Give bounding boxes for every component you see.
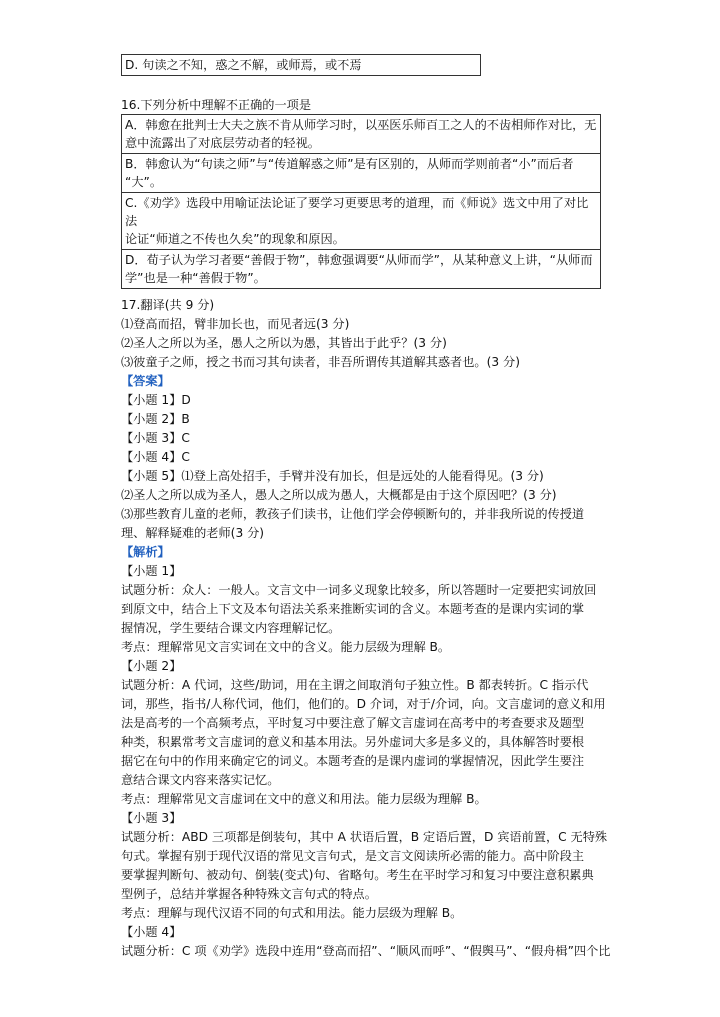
q17-item-3: ⑶彼童子之师，授之书而习其句读者，非吾所谓传其道解其惑者也。(3 分)	[121, 355, 520, 369]
option-a-line-1: A．韩愈在批判士大夫之族不肯从师学习时，以巫医乐师百工之人的不齿相师作对比，无	[125, 118, 597, 132]
analysis-line: 要掌握判断句、被动句、倒装(变式)句、省略句。考生在平时学习和复习中要注意积累典	[121, 868, 594, 882]
analysis-line: 种类，积累常考文言虚词的意义和基本用法。另外虚词大多是多义的，具体解答时要根	[121, 735, 585, 749]
analysis-line: 【小题 1】	[121, 564, 182, 578]
analysis-heading: 【解析】	[121, 545, 170, 559]
answer-line: 【小题 3】C	[121, 431, 190, 445]
answer-line: ⑵圣人之所以成为圣人，愚人之所以成为愚人，大概都是由于这个原因吧？(3 分)	[121, 488, 557, 502]
analysis-line: 试题分析：ABD 三项都是倒装句，其中 A 状语后置，B 定语后置，D 宾语前置，C 无特殊	[121, 830, 608, 844]
analysis-line: 试题分析：C 项《劝学》选段中连用“登高而招”、“顺风而呼”、“假舆马”、“假舟楫”四个比	[121, 944, 611, 958]
analysis-line: 【小题 4】	[121, 925, 182, 939]
answer-line: 【小题 1】D	[121, 393, 191, 407]
analysis-line: 到原文中，结合上下文及本句语法关系来推断实词的含义。本题考查的是课内实词的掌	[121, 602, 585, 616]
option-row	[122, 115, 601, 154]
option-row	[122, 193, 601, 250]
analysis-line: 据它在句中的作用来确定它的词义。本题考查的是课内虚词的掌握情况，因此学生要注	[121, 754, 585, 768]
analysis-line: 【小题 2】	[121, 659, 182, 673]
analysis-line: 考点：理解与现代汉语不同的句式和用法。能力层级为理解 B。	[121, 906, 463, 920]
option-b-line-1: B．韩愈认为“句读之师”与“传道解惑之师”是有区别的，从师而学则前者“小”而后者	[125, 157, 574, 171]
option-d-line-2: 学”也是一种“善假于物”。	[125, 271, 266, 285]
q17-title: 17.翻译(共 9 分)	[121, 298, 215, 312]
option-d-text: D. 句读之不知，惑之不解，或师焉，或不焉	[125, 58, 362, 72]
analysis-line: 握情况，学生要结合课文内容理解记忆。	[121, 621, 341, 635]
analysis-line: 词，那些，指书/人称代词，他们，他们的。D 介词，对于/介词，向。文言虚词的意义和用	[121, 697, 606, 711]
analysis-line: 试题分析：众人：一般人。文言文中一词多义现象比较多，所以答题时一定要把实词放回	[121, 583, 597, 597]
analysis-line: 【小题 3】	[121, 811, 182, 825]
option-c-line-1: C.《劝学》选段中用喻证法论证了要学习更要思考的道理，而《师说》选文中用了对比法	[125, 196, 589, 228]
option-b-line-2: “大”。	[125, 175, 163, 189]
question-16-title: 16.下列分析中理解不正确的一项是	[121, 98, 312, 112]
answer-line: ⑶那些教育儿童的老师，教孩子们读书，让他们学会停顿断句的，并非我所说的传授道	[121, 507, 585, 521]
analysis-line: 试题分析：A 代词，这些/助词，用在主谓之间取消句子独立性。B 都表转折。C 指示代	[121, 678, 589, 692]
option-a-line-2: 意中流露出了对底层劳动者的轻视。	[125, 136, 320, 150]
analysis-line: 型例子，总结并掌握各种特殊文言句式的特点。	[121, 887, 377, 901]
analysis-line: 法是高考的一个高频考点，平时复习中要注意了解文言虚词在高考中的考查要求及题型	[121, 716, 585, 730]
analysis-line: 考点：理解常见文言虚词在文中的意义和用法。能力层级为理解 B。	[121, 792, 487, 806]
answer-line: 【小题 2】B	[121, 412, 190, 426]
option-d-line-1: D．荀子认为学习者要“善假于物”，韩愈强调要“从师而学”，从某种意义上讲，“从师而	[125, 253, 593, 267]
analysis-line: 意结合课文内容来落实记忆。	[121, 773, 280, 787]
answer-heading: 【答案】	[121, 374, 170, 388]
option-c-line-2: 论证“师道之不传也久矣”的现象和原因。	[125, 232, 345, 246]
option-d-box	[121, 54, 481, 76]
analysis-line: 句式。掌握有别于现代汉语的常见文言句式，是文言文阅读所必需的能力。高中阶段主	[121, 849, 585, 863]
analysis-line: 考点：理解常见文言实词在文中的含义。能力层级为理解 B。	[121, 640, 451, 654]
q17-item-1: ⑴登高而招，臂非加长也，而见者远(3 分)	[121, 317, 350, 331]
option-row	[122, 154, 601, 193]
answer-line: 理、解释疑难的老师(3 分)	[121, 526, 265, 540]
q17-item-2: ⑵圣人之所以为圣，愚人之所以为愚，其皆出于此乎？(3 分)	[121, 336, 447, 350]
answer-line: 【小题 5】⑴登上高处招手，手臂并没有加长，但是远处的人能看得见。(3 分)	[121, 469, 544, 483]
answer-line: 【小题 4】C	[121, 450, 190, 464]
question-16-options	[121, 114, 601, 289]
option-row	[122, 250, 601, 289]
